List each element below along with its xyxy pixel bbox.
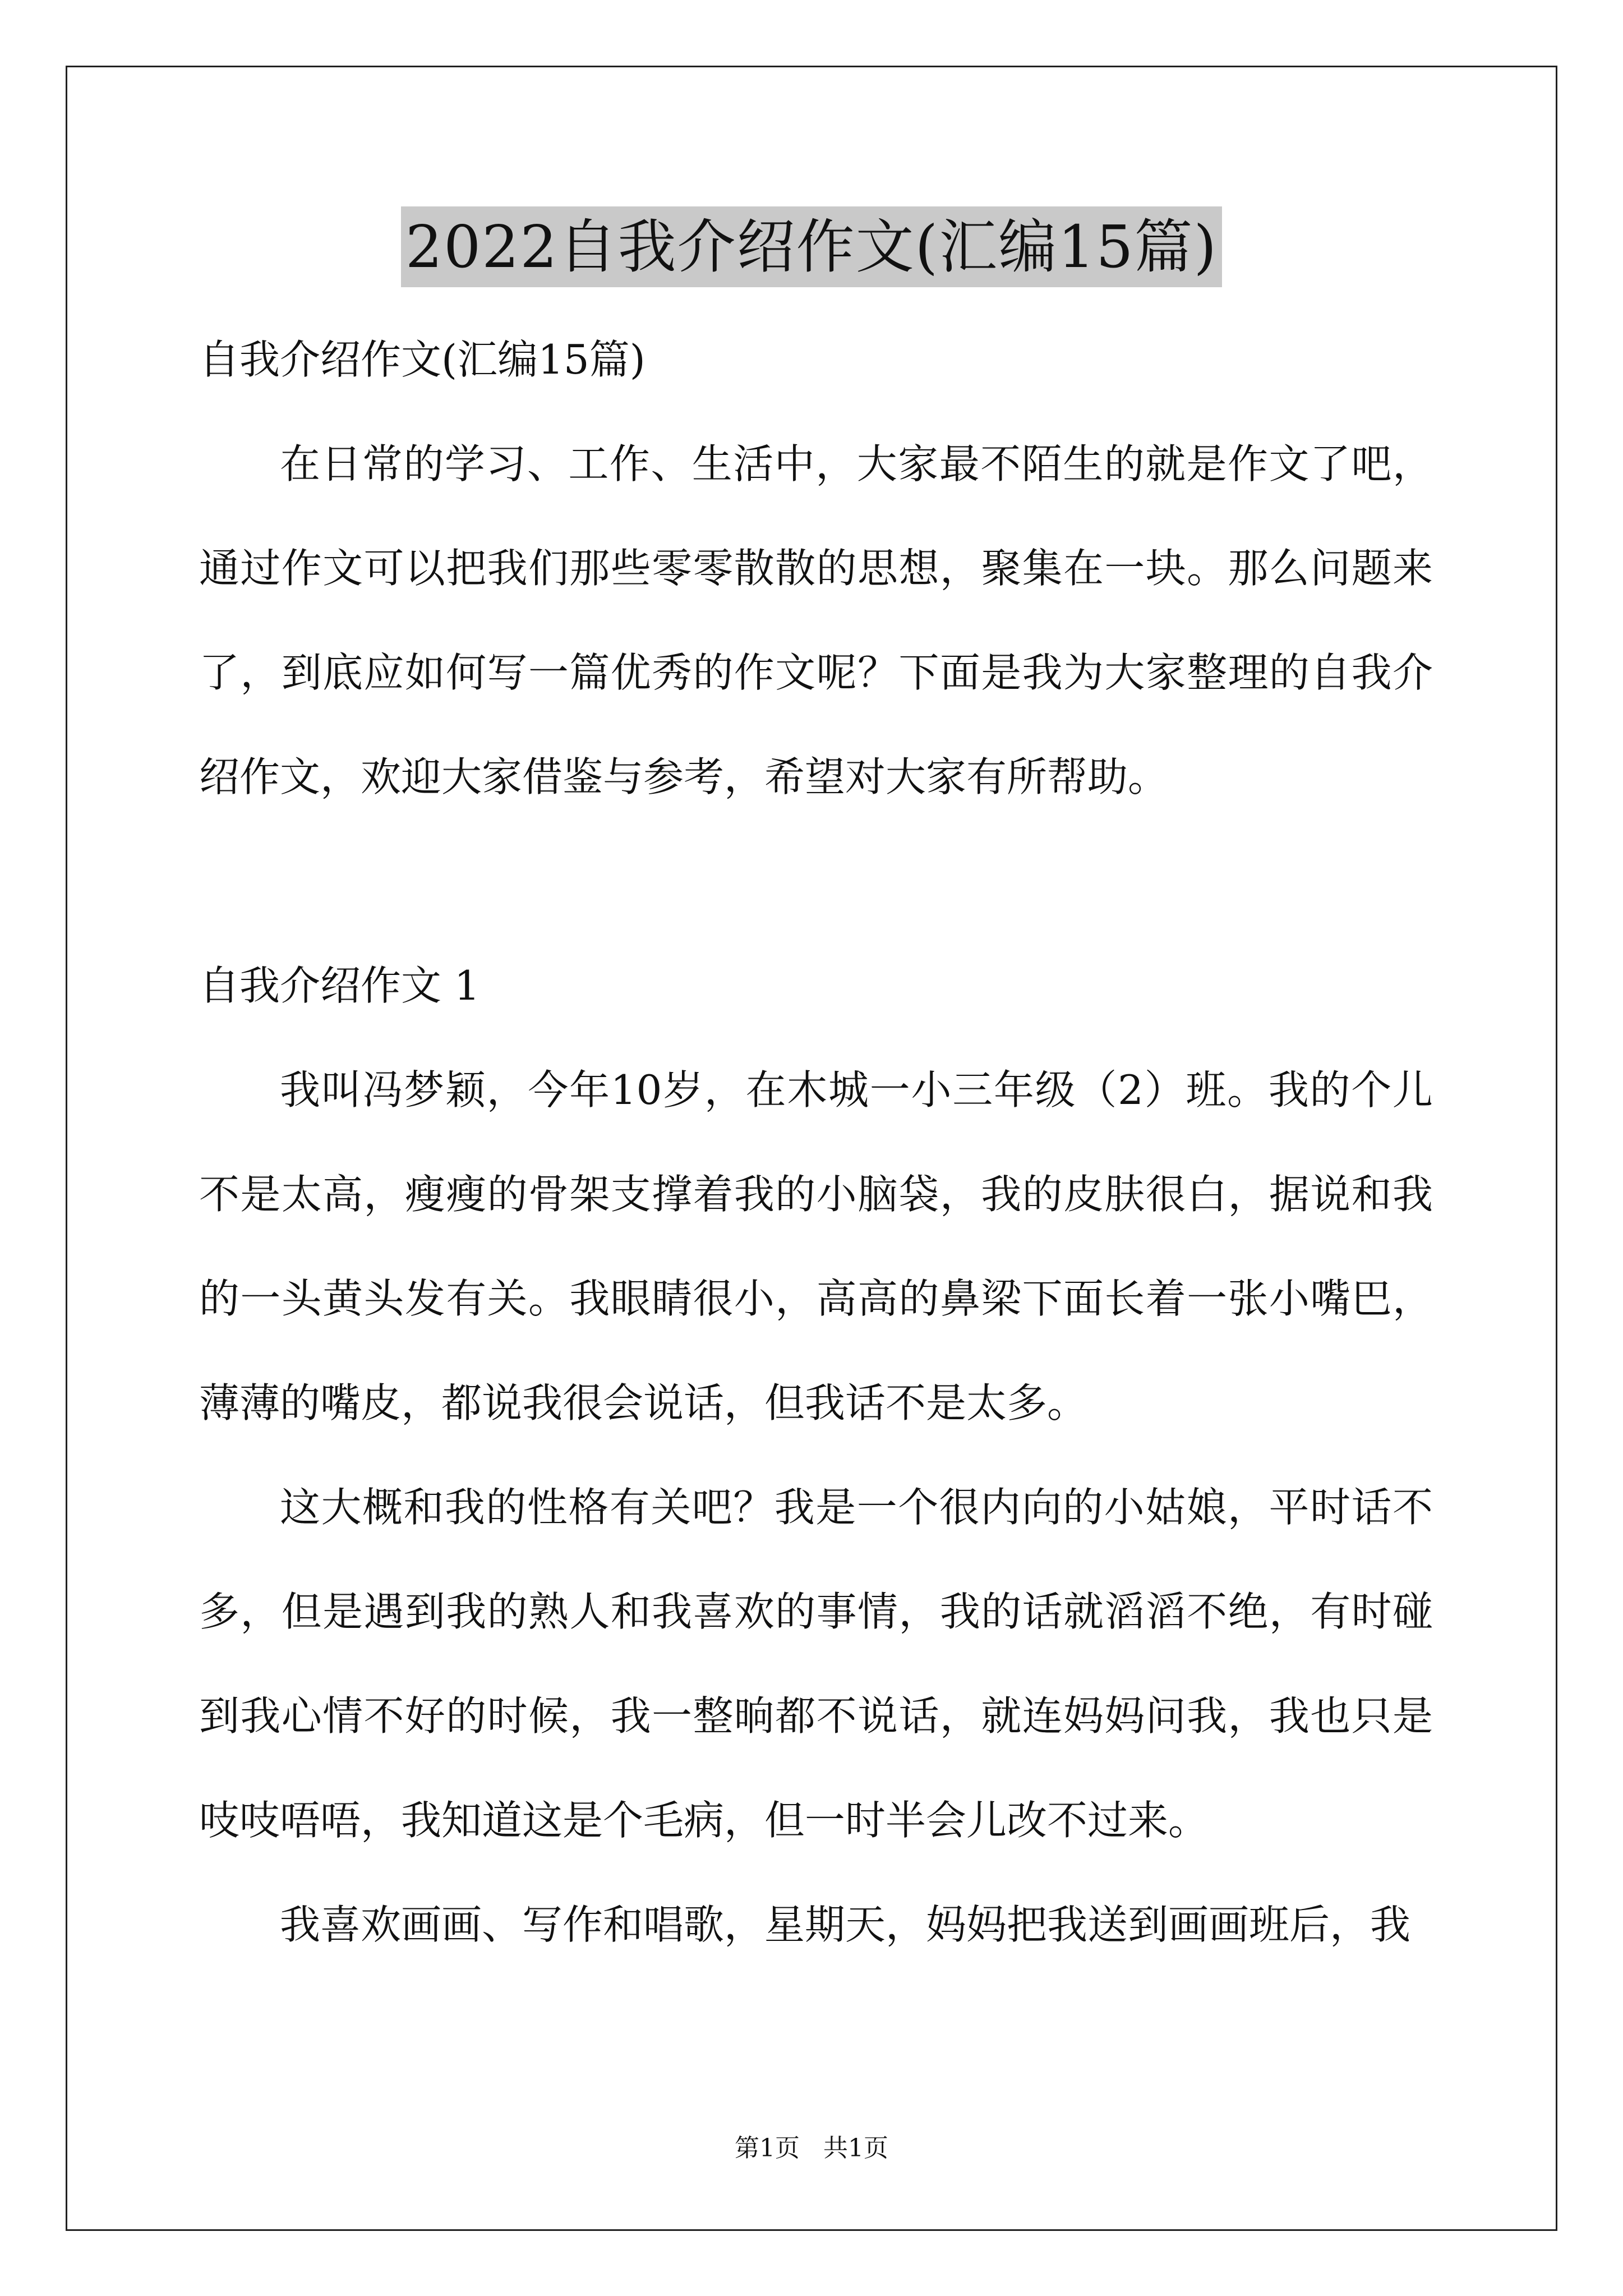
body-paragraph: 我叫冯梦颖，今年10岁，在木城一小三年级（2）班。我的个儿不是太高，瘦瘦的骨架支撑着我的小脑袋，我的皮肤很白，据说和我的一头黄头发有关。我眼睛很小，高高的鼻梁下面长着一张小嘴巴，薄薄的嘴皮，都说我很会说话，但我话不是太多。 [199, 1066, 1433, 1427]
title-container [0, 206, 1623, 287]
document-body [199, 307, 1433, 1977]
document-title: 2022自我介绍作文(汇编15篇) [401, 206, 1222, 287]
section-heading: 自我介绍作文 1 [199, 962, 480, 1009]
page-footer: 第1页 共1页 [735, 2134, 888, 2162]
body-paragraph: 我喜欢画画、写作和唱歌，星期天，妈妈把我送到画画班后，我 [280, 1901, 1411, 1948]
document-subtitle: 自我介绍作文(汇编15篇) [199, 336, 645, 383]
body-paragraph: 这大概和我的性格有关吧？我是一个很内向的小姑娘，平时话不多，但是遇到我的熟人和我喜欢的事情，我的话就滔滔不绝，有时碰到我心情不好的时候，我一整晌都不说话，就连妈妈问我，我也只是吱吱唔唔，我知道这是个毛病，但一时半会儿改不过来。 [199, 1484, 1433, 1844]
intro-paragraph: 在日常的学习、工作、生活中，大家最不陌生的就是作文了吧，通过作文可以把我们那些零零散散的思想，聚集在一块。那么问题来了，到底应如何写一篇优秀的作文呢？下面是我为大家整理的自我介绍作文，欢迎大家借鉴与参考，希望对大家有所帮助。 [199, 440, 1433, 800]
